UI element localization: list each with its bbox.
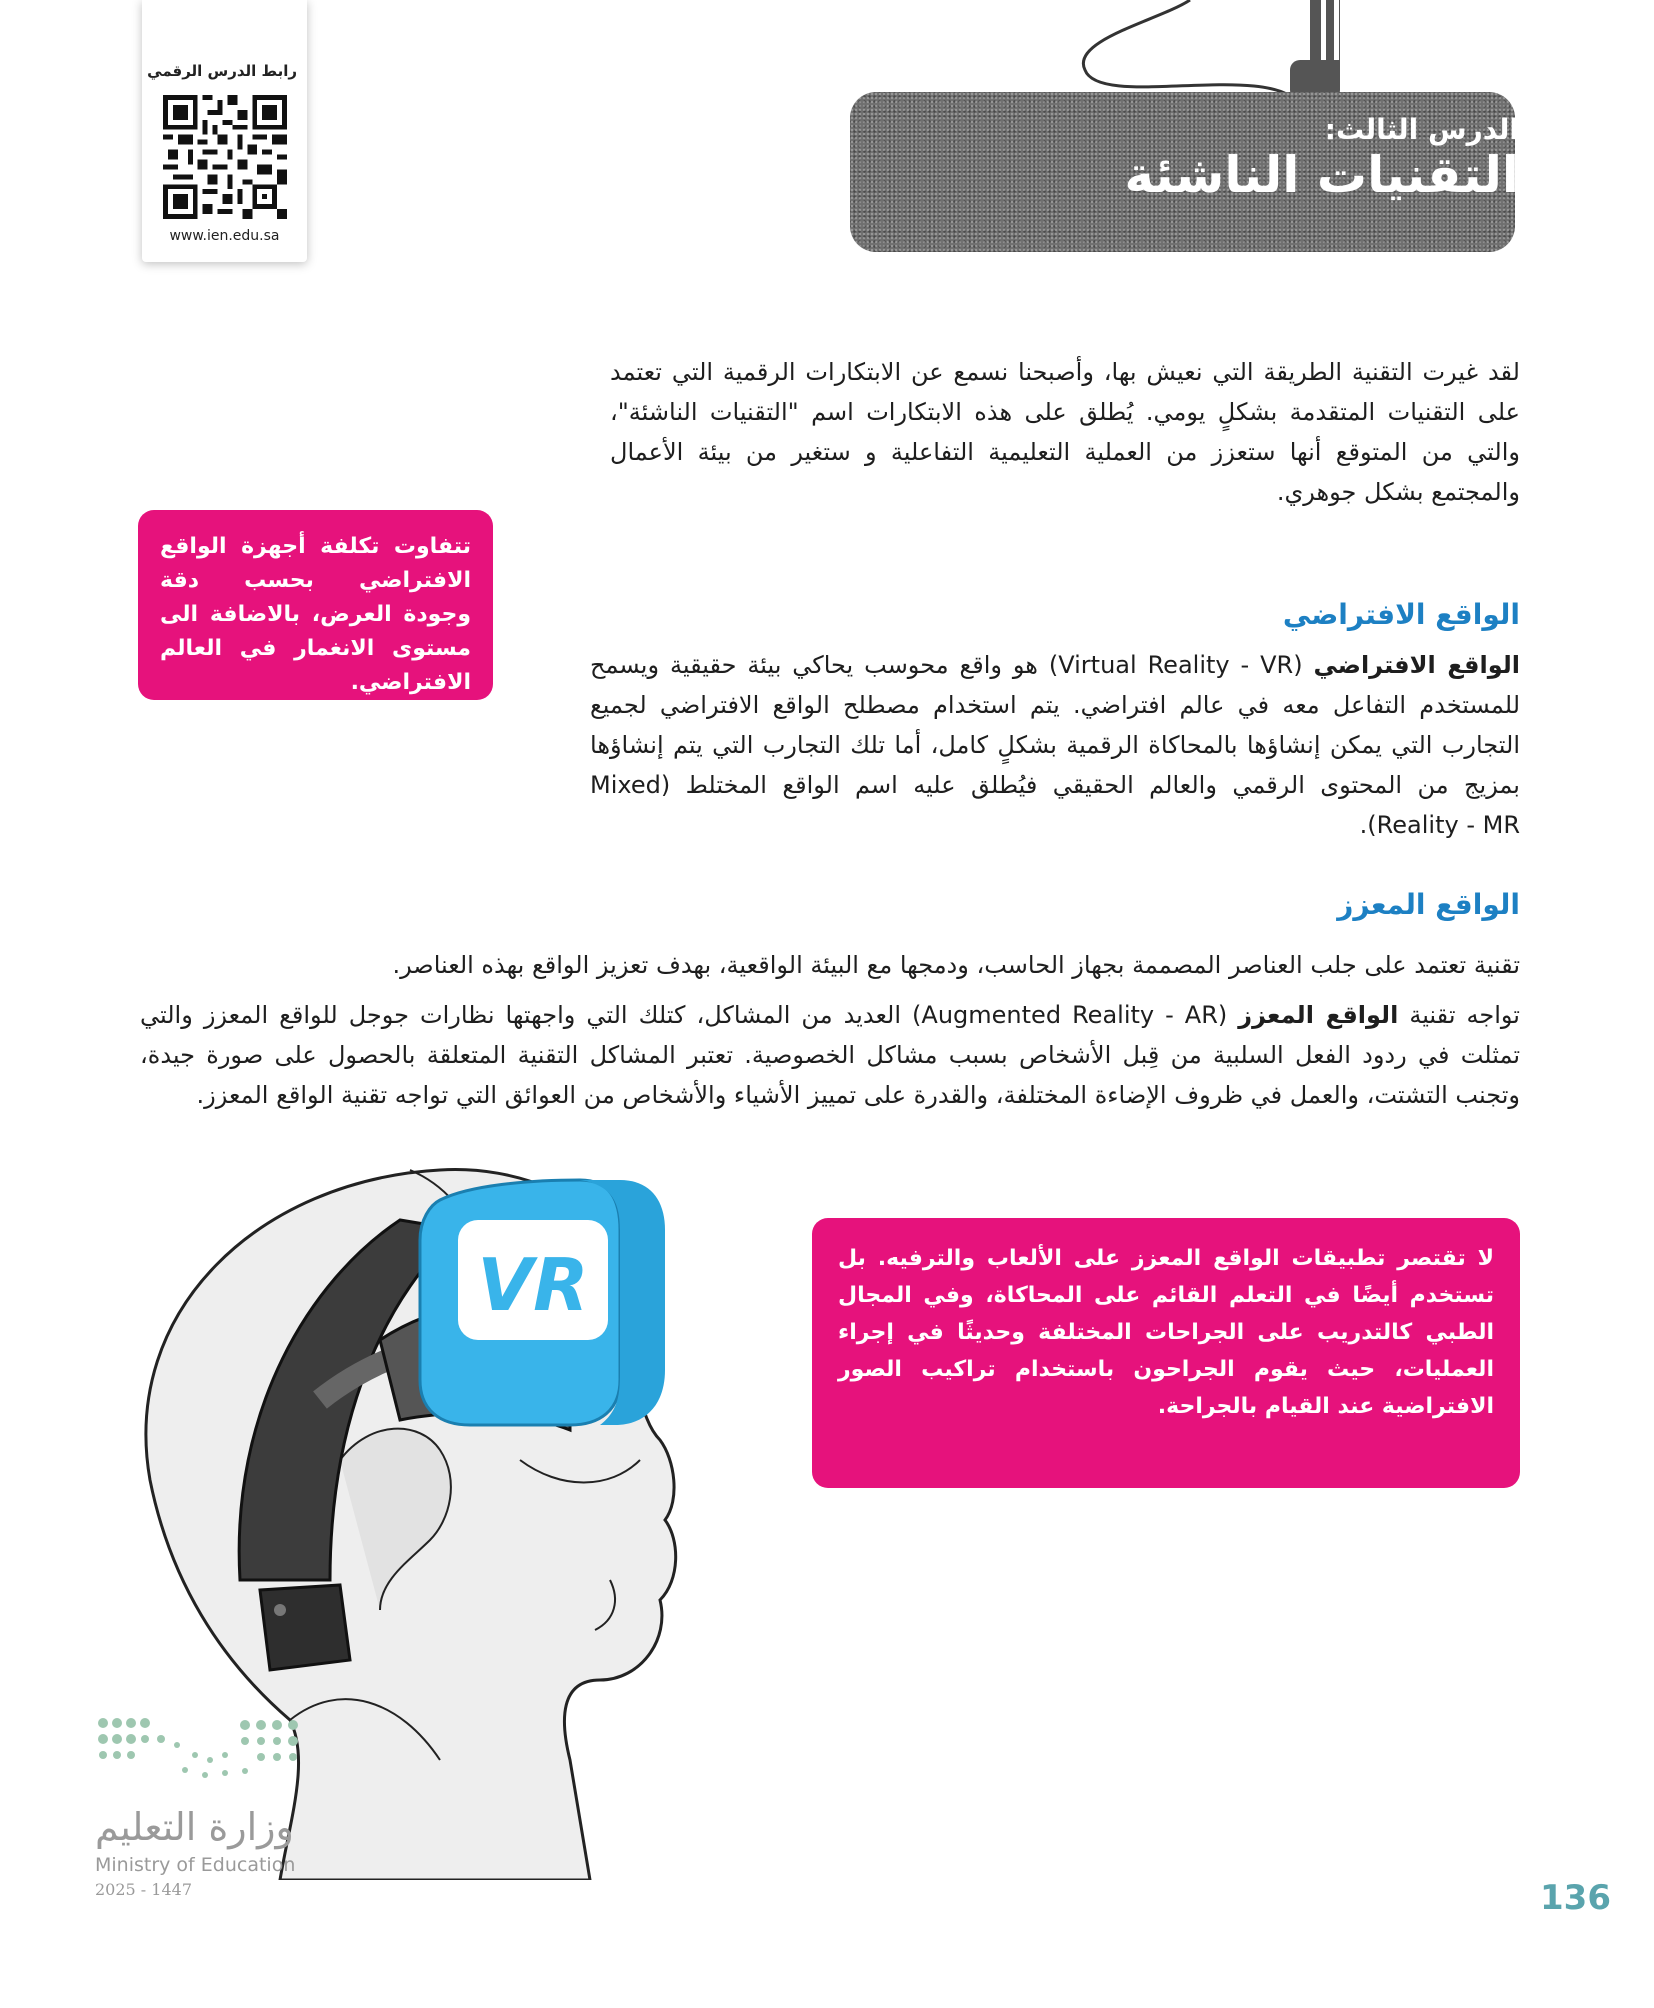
intro-paragraph: لقد غيرت التقنية الطريقة التي نعيش بها، وأصبحنا نسمع عن الابتكارات الرقمية التي تعتمد على التقنيات المتقدمة بشكلٍ يومي. يُطلق على هذه الابتكارات اسم "التقنيات الناشئة"، والتي من المتوقع أنها ستعزز من العملية التعليمية التفاعلية و ستغير من بيئة الأعمال والمجتمع بشكل جوهري. [610, 358, 1520, 506]
ar-paragraph [140, 995, 1520, 1115]
qr-code-icon[interactable] [163, 95, 287, 219]
vr-paragraph [590, 645, 1520, 845]
ministry-year: 2025 - 1447 [95, 1880, 193, 1899]
vr-cost-note: تتفاوت تكلفة أجهزة الواقع الافتراضي بحسب دقة وجودة العرض، بالاضافة الى مستوى الانغمار في العالم الافتراضي. [138, 510, 493, 700]
ar-term: الواقع المعزز [1238, 1001, 1399, 1029]
ar-p2-start: تواجه تقنية [1398, 1001, 1520, 1029]
page-number: 136 [1540, 1878, 1611, 1918]
lesson-title: التقنيات الناشئة [1124, 146, 1519, 204]
ar-p2-rest: (Augmented Reality - AR) العديد من المشاكل، كتلك التي واجهتها نظارات جوجل للواقع المعزز والتي تمثلت في ردود الفعل السلبية من قِبل الأشخاص بسبب مشاكل الخصوصية. تعتبر المشاكل التقنية المتعلقة بالحصول على صورة جيدة، وتجنب التشتت، والعمل في ظروف الإضاءة المختلفة، والقدرة على تمييز الأشياء والأشخاص من العوائق التي تواجه تقنية الواقع المعزز. [140, 1001, 1520, 1109]
qr-url[interactable]: www.ien.edu.sa [169, 228, 280, 244]
vr-body: (Virtual Reality - VR) هو واقع محوسب يحاكي بيئة حقيقية ويسمح للمستخدم التفاعل معه في عالم افتراضي. يتم استخدام مصطلح الواقع الافتراضي لجميع التجارب التي يمكن إنشاؤها بالمحاكاة الرقمية بشكلٍ كامل، أما تلك التجارب التي يتم إنشاؤها بمزيج من المحتوى الرقمي والعالم الحقيقي فيُطلق عليه اسم الواقع المختلط (Mixed Reality - MR). [590, 651, 1520, 839]
ar-definition: تقنية تعتمد على جلب العناصر المصممة بجهاز الحاسب، ودمجها مع البيئة الواقعية، بهدف تعزيز الواقع بهذه العناصر. [392, 951, 1520, 979]
vr-heading: الواقع الافتراضي [1282, 598, 1520, 631]
headset-vr-text: VR [477, 1243, 589, 1327]
ministry-arabic: وزارة التعليم [95, 1805, 294, 1849]
vr-term: الواقع الافتراضي [1313, 651, 1520, 679]
ar-heading: الواقع المعزز [1337, 888, 1520, 921]
ministry-logo-dots [95, 1715, 310, 1790]
ministry-english: Ministry of Education [95, 1854, 296, 1876]
qr-card[interactable] [142, 0, 307, 262]
lesson-label: الدرس الثالث: [1324, 113, 1519, 146]
qr-label: رابط الدرس الرقمي [147, 62, 297, 80]
ar-applications-note: لا تقتصر تطبيقات الواقع المعزز على الألعاب والترفيه. بل تستخدم أيضًا في التعلم القائم على المحاكاة، وفي المجال الطبي كالتدريب على الجراحات المختلفة وحديثًا في إجراء العمليات، حيث يقوم الجراحون باستخدام تراكيب الصور الافتراضية عند القيام بالجراحة. [812, 1218, 1520, 1488]
